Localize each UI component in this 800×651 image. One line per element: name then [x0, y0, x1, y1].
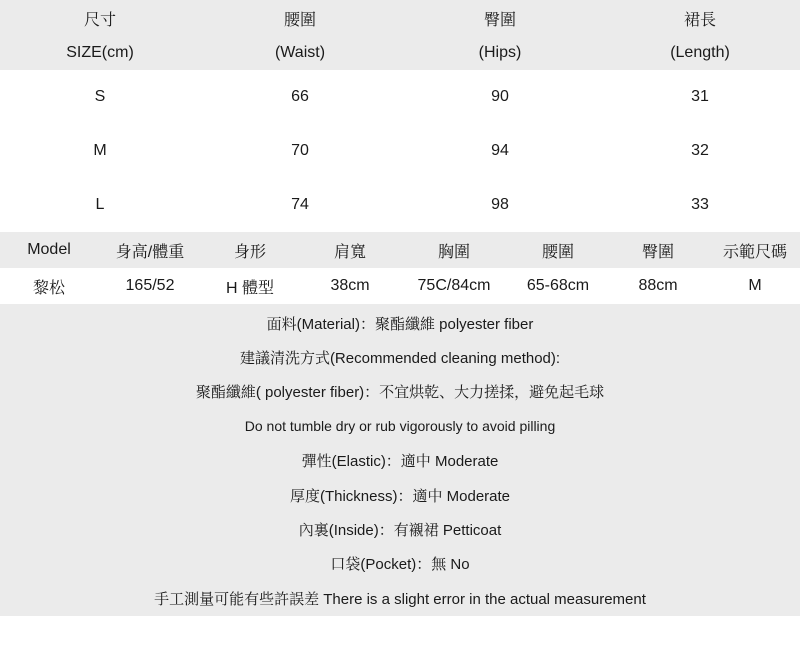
model-header — [0, 232, 800, 268]
header-shoulder: 肩寬 — [333, 243, 366, 261]
hips-cell: 90 — [491, 88, 509, 105]
waist-cell: 70 — [291, 142, 309, 159]
waist-cell: 66 — [291, 88, 309, 105]
header-bust: 胸圍 — [437, 243, 470, 261]
header-waist: 腰圍 — [541, 243, 574, 261]
size-header-en — [0, 36, 800, 70]
thickness-line: 厚度(Thickness)：適中 Moderate — [289, 487, 511, 505]
model-waist: 65-68cm — [526, 277, 590, 294]
header-model: Model — [27, 241, 71, 258]
header-hips-cn: 臀圍 — [483, 11, 516, 29]
header-size-cn: 尺寸 — [83, 11, 116, 29]
header-size-worn: 示範尺碼 — [722, 243, 787, 261]
product-info — [0, 304, 800, 616]
length-cell: 33 — [691, 196, 709, 213]
header-body-shape: 身形 — [233, 243, 266, 261]
header-height-weight: 身高/體重 — [115, 243, 185, 261]
model-hips: 88cm — [638, 277, 678, 294]
pocket-line: 口袋(Pocket)：無 No — [330, 556, 470, 574]
elastic-line: 彈性(Elastic)：適中 Moderate — [301, 453, 499, 471]
bottom-spacer — [0, 616, 800, 651]
inside-line: 內裏(Inside)：有襯裙 Petticoat — [298, 522, 502, 540]
model-body-shape: H 體型 — [225, 279, 274, 297]
model-height-weight: 165/52 — [125, 277, 175, 294]
size-cell: M — [93, 142, 107, 159]
cleaning-title: 建議清洗方式(Recommended cleaning method): — [239, 350, 561, 368]
model-table — [0, 232, 800, 304]
table-row — [0, 124, 800, 178]
header-hips: 臀圍 — [641, 243, 674, 261]
table-row — [0, 178, 800, 232]
waist-cell: 74 — [291, 196, 309, 213]
hips-cell: 98 — [491, 196, 509, 213]
header-waist-en: (Waist) — [274, 44, 326, 61]
model-bust: 75C/84cm — [417, 277, 491, 294]
length-cell: 31 — [691, 88, 709, 105]
measurement-note: 手工測量可能有些許誤差 There is a slight error in the actual measurement — [154, 590, 646, 608]
header-size-en: SIZE(cm) — [66, 44, 134, 61]
model-size-worn: M — [748, 277, 762, 294]
model-row — [0, 268, 800, 304]
length-cell: 32 — [691, 142, 709, 159]
header-hips-en: (Hips) — [478, 44, 522, 61]
size-table — [0, 0, 800, 232]
material-line: 面料(Material)：聚酯纖維 polyester fiber — [266, 315, 534, 333]
model-shoulder: 38cm — [330, 277, 370, 294]
header-length-en: (Length) — [670, 44, 730, 61]
model-name: 黎松 — [32, 279, 65, 297]
cleaning-en: Do not tumble dry or rub vigorously to avoid pilling — [244, 418, 556, 435]
table-row — [0, 70, 800, 124]
hips-cell: 94 — [491, 142, 509, 159]
size-cell: S — [94, 88, 106, 105]
header-length-cn: 裙長 — [683, 11, 716, 29]
cleaning-cn: 聚酯纖維( polyester fiber)：不宜烘乾、大力搓揉，避免起毛球 — [195, 384, 605, 402]
size-cell: L — [95, 196, 105, 213]
size-header-cn — [0, 0, 800, 36]
header-waist-cn: 腰圍 — [283, 11, 316, 29]
